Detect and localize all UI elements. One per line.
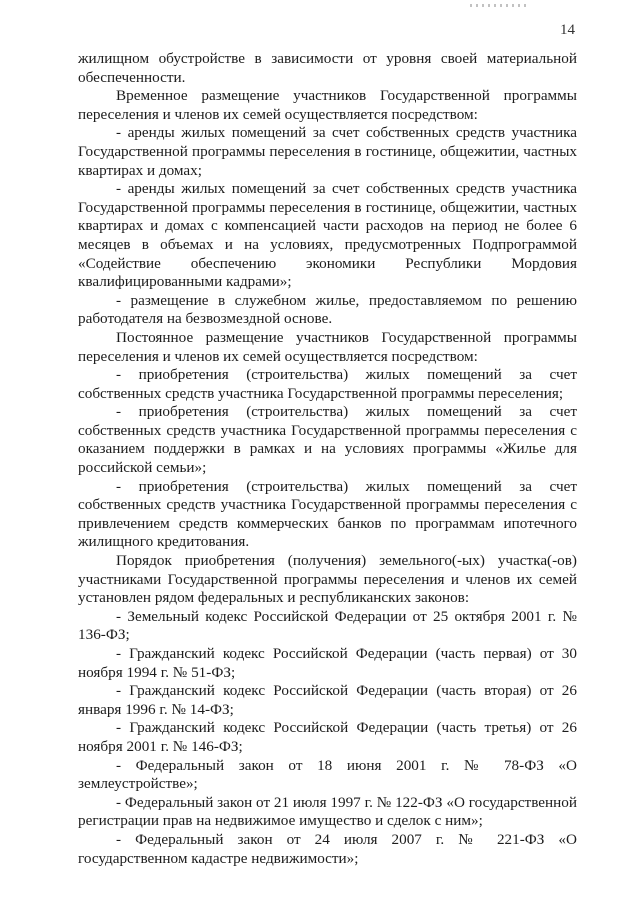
list-item-law: - Гражданский кодекс Российской Федерации (часть вторая) от 26 января 1996 г. № 14-ФЗ; — [78, 682, 577, 718]
paragraph-land-acquisition: Порядок приобретения (получения) земельного(-ых) участка(-ов) участниками Государственной программы переселения и членов их семей установлен рядом федеральных и республиканских законов: — [78, 552, 577, 607]
scan-artifact — [470, 4, 530, 7]
document-body — [78, 50, 577, 868]
list-item: - приобретения (строительства) жилых помещений за счет собственных средств участника Государственной программы переселения с оказанием поддержки в рамках и на условиях программы «Жилье для российской семьи»; — [78, 403, 577, 477]
paragraph-temporary-placement: Временное размещение участников Государственной программы переселения и членов их семей осуществляется посредством: — [78, 87, 577, 123]
list-item-law: - Федеральный закон от 21 июля 1997 г. № 122-ФЗ «О государственной регистрации прав на недвижимое имущество и сделок с ним»; — [78, 793, 577, 830]
list-item: - размещение в служебном жилье, предоставляемом по решению работодателя на безвозмездной основе. — [78, 291, 577, 328]
list-item-law: - Земельный кодекс Российской Федерации от 25 октября 2001 г. № 136-ФЗ; — [78, 607, 577, 644]
list-item: - аренды жилых помещений за счет собственных средств участника Государственной программы переселения в гостинице, общежитии, частных квартирах и домах с компенсацией части расходов на период не более 6 месяцев в объемах и на условиях, предусмотренных Подпрограммой «Содействие обеспечению экономики Республики Мордовия квалифицированными кадрами»; — [78, 180, 577, 291]
page-number: 14 — [560, 22, 575, 38]
list-item-law: - Федеральный закон от 18 июня 2001 г. № 78-ФЗ «О землеустройстве»; — [78, 756, 577, 793]
list-item: - приобретения (строительства) жилых помещений за счет собственных средств участника Государственной программы переселения; — [78, 366, 577, 402]
list-item: - аренды жилых помещений за счет собственных средств участника Государственной программы переселения в гостинице, общежитии, частных квартирах и домах; — [78, 124, 577, 179]
list-item-law: - Гражданский кодекс Российской Федерации (часть первая) от 30 ноября 1994 г. № 51-ФЗ; — [78, 645, 577, 681]
paragraph-permanent-placement: Постоянное размещение участников Государственной программы переселения и членов их семей осуществляется посредством: — [78, 328, 577, 365]
list-item-law: - Федеральный закон от 24 июля 2007 г. № 221-ФЗ «О государственном кадастре недвижимости»; — [78, 830, 577, 867]
list-item-law: - Гражданский кодекс Российской Федерации (часть третья) от 26 ноября 2001 г. № 146-ФЗ; — [78, 719, 577, 755]
list-item: - приобретения (строительства) жилых помещений за счет собственных средств участника Государственной программы переселения с привлечением средств коммерческих банков по программам ипотечного жилищного кредитования. — [78, 477, 577, 551]
paragraph-continuation: жилищном обустройстве в зависимости от уровня своей материальной обеспеченности. — [78, 50, 577, 86]
